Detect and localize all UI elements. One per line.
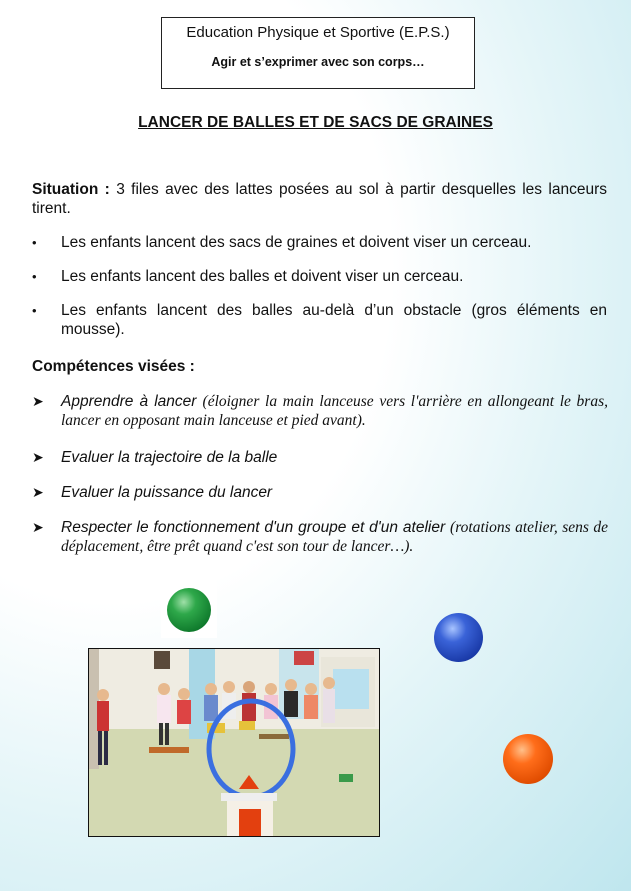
competences-list <box>32 392 608 556</box>
situation-text: 3 files avec des lattes posées au sol à partir desquelles les lanceurs tirent. <box>32 181 607 217</box>
orange-ball <box>503 734 553 784</box>
bullet-text: Les enfants lancent des balles au-delà d’un obstacle (gros éléments en mousse). <box>61 302 607 338</box>
classroom-photo <box>88 648 380 837</box>
situation-label: Situation : <box>32 181 110 198</box>
arrow-icon: ➤ <box>32 484 44 500</box>
bullet-text: Les enfants lancent des sacs de graines et doivent viser un cerceau. <box>61 234 532 251</box>
bullet-icon: • <box>32 303 37 318</box>
list-item <box>32 448 608 467</box>
competences-heading: Compétences visées : <box>32 358 195 375</box>
blue-ball <box>434 613 483 662</box>
list-item <box>32 392 608 430</box>
document-title: LANCER DE BALLES ET DE SACS DE GRAINES <box>138 114 493 131</box>
list-item <box>32 483 608 502</box>
green-ball <box>167 588 211 632</box>
competence-detail: (rotations atelier, sens de déplacement, être prêt quand c'est son tour de lancer…). <box>61 519 608 555</box>
competence-detail: (éloigner la main lanceuse vers l'arrière en allongeant le bras, lancer en opposant main lanceuse et pied avant). <box>61 393 609 429</box>
header-subtitle: Agir et s’exprimer avec son corps… <box>211 55 425 69</box>
green-ball-image <box>161 582 217 638</box>
situation-bullet-list <box>32 233 607 339</box>
list-item <box>32 233 607 252</box>
bullet-icon: • <box>32 235 37 250</box>
competence-main: Evaluer la trajectoire de la balle <box>61 449 278 466</box>
list-item <box>32 301 607 339</box>
competence-main: Respecter le fonctionnement d'un groupe et d'un atelier <box>61 519 451 536</box>
bullet-icon: • <box>32 269 37 284</box>
arrow-icon: ➤ <box>32 449 44 465</box>
situation-paragraph <box>32 180 607 218</box>
list-item <box>32 518 608 556</box>
classroom-photo-illustration <box>89 649 379 836</box>
arrow-icon: ➤ <box>32 393 44 409</box>
bullet-text: Les enfants lancent des balles et doivent viser un cerceau. <box>61 268 464 285</box>
competence-main: Evaluer la puissance du lancer <box>61 484 273 501</box>
arrow-icon: ➤ <box>32 519 44 535</box>
competence-main: Apprendre à lancer <box>61 393 203 410</box>
header-box <box>161 17 475 89</box>
list-item <box>32 267 607 286</box>
header-title: Education Physique et Sportive (E.P.S.) <box>186 24 450 41</box>
